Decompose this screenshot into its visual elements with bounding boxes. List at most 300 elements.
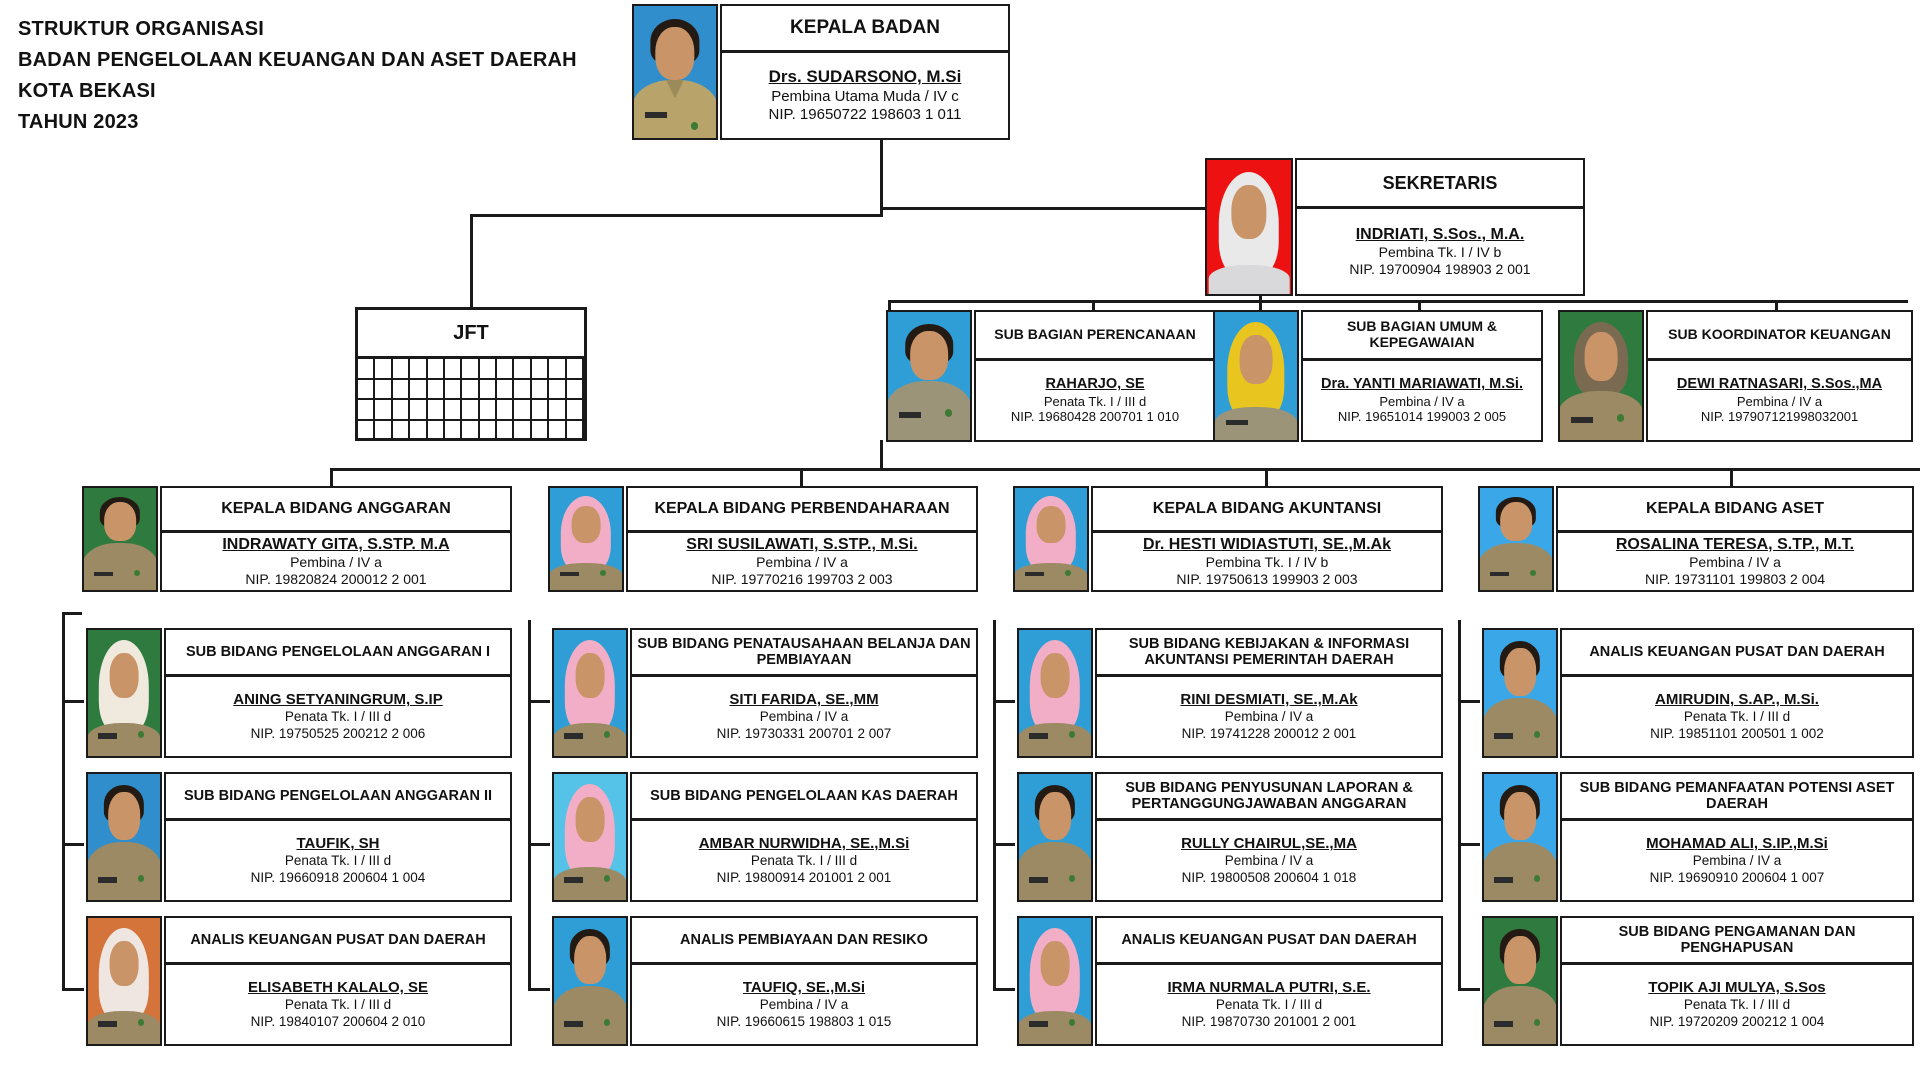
card-sub-bidang-penyusunan-laporan-and-pertanggungjawaban-anggara-c3[interactable] [1017, 772, 1443, 902]
face-shape [1500, 502, 1532, 541]
person-rank: Pembina / IV a [290, 554, 382, 571]
person-rank: Pembina / IV a [1224, 709, 1314, 725]
textbox-sub-bagian-perencanaan [974, 310, 1216, 442]
face-shape [1504, 648, 1536, 696]
jft-cell [532, 400, 549, 421]
connector-col3-spine [993, 620, 996, 990]
photo [86, 628, 162, 758]
position-label: ANALIS PEMBIAYAAN DAN RESIKO [632, 918, 976, 965]
person-nip: NIP. 19800508 200604 1 018 [1181, 869, 1357, 885]
textbox [1095, 628, 1443, 758]
face-shape [110, 653, 139, 698]
person-name: RULLY CHAIRUL,SE.,MA [1181, 835, 1357, 853]
position-label: KEPALA BIDANG ASET [1558, 488, 1912, 533]
person-nip: NIP. 19840107 200604 2 010 [250, 1013, 426, 1029]
face-shape [910, 331, 948, 380]
jft-cell [497, 359, 514, 380]
uniform-shape [1479, 543, 1554, 590]
connector-col4-tick-1 [1458, 700, 1480, 703]
uniform-shape [83, 543, 158, 590]
jft-cell [497, 421, 514, 442]
jft-cell [514, 400, 531, 421]
card-sub-bidang-pemanfaatan-potensi-aset-daerah-c4[interactable] [1482, 772, 1914, 902]
nametag-shape [899, 412, 920, 418]
person-nip: NIP. 19870730 201001 2 001 [1181, 1013, 1357, 1029]
title-line-4: TAHUN 2023 [18, 111, 139, 133]
nametag-shape [645, 112, 666, 118]
person-rank: Penata Tk. I / III d [1215, 997, 1323, 1013]
jft-cell [358, 359, 375, 380]
uniform-shape [87, 842, 162, 900]
face-shape [1037, 506, 1066, 543]
textbox [630, 916, 978, 1046]
person-details [1562, 965, 1912, 1044]
person-name: MOHAMAD ALI, S.IP.,M.Si [1646, 835, 1828, 853]
position-label: SEKRETARIS [1297, 160, 1583, 209]
person-nip: NIP. 19770216 199703 2 003 [711, 571, 893, 588]
person-name: SITI FARIDA, SE.,MM [729, 691, 879, 709]
photo-sekretaris [1205, 158, 1293, 296]
card-sub-bagian-umum-kepegawaian[interactable] [1213, 310, 1543, 442]
textbox [164, 916, 512, 1046]
card-sub-bidang-pengelolaan-anggaran-ii-c1[interactable] [86, 772, 512, 902]
jft-cell [428, 359, 445, 380]
nametag-shape [564, 733, 583, 739]
photo [1017, 772, 1093, 902]
connector-col2-tick-3 [528, 988, 550, 991]
nametag-shape [98, 877, 117, 883]
uniform-shape [553, 986, 628, 1044]
jft-cell [410, 421, 427, 442]
title-line-2: BADAN PENGELOLAAN KEUANGAN DAN ASET DAERAH [18, 49, 577, 71]
face-shape [1504, 792, 1536, 840]
card-analis-pembiayaan-dan-resiko-c2[interactable] [552, 916, 978, 1046]
person-name: INDRAWATY GITA, S.STP. M.A [222, 536, 450, 554]
card-sub-bidang-penatausahaan-belanja-dan-pembiayaan-c2[interactable] [552, 628, 978, 758]
connector-col3-tick-2 [993, 843, 1015, 846]
textbox [1095, 772, 1443, 902]
card-sub-bidang-pengamanan-dan-penghapusan-c4[interactable] [1482, 916, 1914, 1046]
connector-col1-tick-3 [62, 988, 84, 991]
position-label: SUB BIDANG PENGELOLAAN ANGGARAN I [166, 630, 510, 677]
face-shape [655, 27, 694, 80]
card-analis-keuangan-pusat-dan-daerah-c3[interactable] [1017, 916, 1443, 1046]
jft-cell [410, 380, 427, 401]
connector-sekretariat-bus [888, 300, 1908, 303]
photo [1478, 486, 1554, 592]
jft-cell [549, 359, 566, 380]
person-nip: NIP. 19731101 199803 2 004 [1644, 571, 1826, 588]
person-name: ELISABETH KALALO, SE [247, 979, 428, 997]
card-sub-koordinator-keuangan[interactable] [1558, 310, 1913, 442]
uniform-shape [87, 723, 160, 756]
nametag-shape [1490, 572, 1509, 577]
face-shape [1240, 335, 1273, 384]
nametag-shape [1226, 420, 1247, 426]
person-details [628, 533, 976, 590]
face-shape [576, 797, 605, 842]
position-label: ANALIS KEUANGAN PUSAT DAN DAERAH [166, 918, 510, 965]
person-nip: NIP. 197907121998032001 [1700, 409, 1859, 425]
card-analis-keuangan-pusat-dan-daerah-c4[interactable] [1482, 628, 1914, 758]
person-details [162, 533, 510, 590]
photo [1482, 772, 1558, 902]
connector-main-bus-stem [880, 440, 883, 470]
uniform-shape [1018, 1011, 1091, 1044]
photo [548, 486, 624, 592]
connector-jft-horizontal [470, 214, 883, 217]
jft-cell [445, 380, 462, 401]
nametag-shape [1029, 733, 1048, 739]
jft-cell [445, 421, 462, 442]
connector-col1-tick-2 [62, 843, 84, 846]
person-details [166, 677, 510, 756]
jft-cell [567, 421, 584, 442]
textbox [1556, 486, 1914, 592]
nametag-shape [1029, 1021, 1048, 1027]
emblem-shape [1065, 570, 1071, 576]
card-kepala-bidang-perbendaharaan[interactable] [548, 486, 978, 592]
jft-cell [445, 400, 462, 421]
jft-cell [445, 359, 462, 380]
connector-col2-spine [528, 620, 531, 990]
connector-col4-spine [1458, 620, 1461, 990]
photo [1482, 916, 1558, 1046]
title-line-1: STRUKTUR ORGANISASI [18, 18, 265, 40]
uniform-shape [1558, 391, 1643, 440]
connector-kepala-trunk [880, 138, 883, 210]
card-sub-bidang-pengelolaan-kas-daerah-c2[interactable] [552, 772, 978, 902]
jft-cell [497, 380, 514, 401]
person-nip: NIP. 19730331 200701 2 007 [716, 725, 892, 741]
person-details [632, 677, 976, 756]
textbox [1091, 486, 1443, 592]
person-name: TOPIK AJI MULYA, S.Sos [1648, 979, 1826, 997]
connector-col4-tick-3 [1458, 988, 1480, 991]
jft-cell [567, 359, 584, 380]
position-label: SUB BIDANG KEBIJAKAN & INFORMASI AKUNTANSI PEMERINTAH DAERAH [1097, 630, 1441, 677]
photo [1017, 628, 1093, 758]
nametag-shape [1494, 877, 1513, 883]
person-name: RINI DESMIATI, SE.,M.Ak [1180, 691, 1358, 709]
emblem-shape [134, 570, 140, 576]
photo-sub-koordinator-keuangan [1558, 310, 1644, 442]
jft-cell [480, 359, 497, 380]
face-shape [1041, 653, 1070, 698]
nametag-shape [560, 572, 579, 577]
person-nip: NIP. 19650722 198603 1 011 [768, 105, 962, 123]
person-nip: NIP. 19660615 198803 1 015 [716, 1013, 892, 1029]
position-label: SUB BIDANG PENATAUSAHAAN BELANJA DAN PEMBIAYAAN [632, 630, 976, 677]
jft-cell [567, 400, 584, 421]
uniform-shape [553, 867, 626, 900]
face-shape [576, 653, 605, 698]
nametag-shape [94, 572, 113, 577]
connector-col3-tick-3 [993, 988, 1015, 991]
person-name: IRMA NURMALA PUTRI, S.E. [1167, 979, 1371, 997]
person-details [166, 821, 510, 900]
face-shape [110, 941, 139, 986]
person-rank: Pembina / IV a [1224, 853, 1314, 869]
uniform-shape [87, 1011, 160, 1044]
person-details [1648, 361, 1911, 440]
uniform-shape [553, 723, 626, 756]
card-sub-bidang-kebijakan-and-informasi-akuntansi-pemerintah-daer-c3[interactable] [1017, 628, 1443, 758]
jft-cell [393, 400, 410, 421]
person-name: ANING SETYANINGRUM, S.IP [233, 691, 443, 709]
person-name: SRI SUSILAWATI, S.STP., M.Si. [686, 536, 918, 554]
person-details [722, 53, 1008, 138]
card-kepala-badan[interactable] [632, 4, 1010, 140]
jft-cell [497, 400, 514, 421]
person-details [632, 821, 976, 900]
photo [86, 916, 162, 1046]
person-details [1097, 821, 1441, 900]
person-nip: NIP. 19800914 201001 2 001 [716, 869, 892, 885]
position-label: SUB BIDANG PEMANFAATAN POTENSI ASET DAERAH [1562, 774, 1912, 821]
position-label: KEPALA BADAN [722, 6, 1008, 53]
textbox [1560, 628, 1914, 758]
person-rank: Penata Tk. I / III d [1683, 997, 1791, 1013]
person-details [1097, 677, 1441, 756]
page-title [18, 14, 577, 138]
person-name: AMIRUDIN, S.AP., M.Si. [1655, 691, 1819, 709]
person-name: Drs. SUDARSONO, M.Si [768, 67, 962, 87]
face-shape [108, 792, 140, 840]
person-nip: NIP. 19750613 199903 2 003 [1176, 571, 1358, 588]
jft-cell [514, 380, 531, 401]
person-nip: NIP. 19660918 200604 1 004 [250, 869, 426, 885]
jft-cell [480, 421, 497, 442]
person-details [1303, 361, 1541, 440]
jft-cell [358, 400, 375, 421]
nametag-shape [564, 877, 583, 883]
card-kepala-bidang-akuntansi[interactable] [1013, 486, 1443, 592]
position-label: SUB BAGIAN UMUM & KEPEGAWAIAN [1303, 312, 1541, 361]
position-label: SUB BAGIAN PERENCANAAN [976, 312, 1214, 361]
connector-jft-drop [470, 214, 473, 308]
face-shape [1504, 936, 1536, 984]
position-label: KEPALA BIDANG AKUNTANSI [1093, 488, 1441, 533]
position-label: SUB BIDANG PENGELOLAAN ANGGARAN II [166, 774, 510, 821]
textbox-sub-koordinator-keuangan [1646, 310, 1913, 442]
photo [1013, 486, 1089, 592]
person-rank: Penata Tk. I / III d [1043, 393, 1147, 409]
textbox [164, 772, 512, 902]
jft-cell [480, 400, 497, 421]
face-shape [1039, 792, 1071, 840]
nametag-shape [564, 1021, 583, 1027]
person-nip: NIP. 19851101 200501 1 002 [1650, 725, 1824, 741]
person-nip: NIP. 19700904 198903 2 001 [1349, 261, 1531, 278]
connector-bidang-bus [330, 468, 1920, 471]
uniform-shape [1483, 698, 1558, 756]
person-details [1097, 965, 1441, 1044]
uniform-shape [1483, 986, 1558, 1044]
person-name: RAHARJO, SE [1045, 376, 1145, 393]
person-nip: NIP. 19720209 200212 1 004 [1649, 1013, 1825, 1029]
jft-cell [428, 421, 445, 442]
connector-col1-spine [62, 620, 65, 990]
person-name: ROSALINA TERESA, S.TP., M.T. [1615, 536, 1855, 554]
title-line-3: KOTA BEKASI [18, 80, 156, 102]
nametag-shape [1494, 733, 1513, 739]
textbox [164, 628, 512, 758]
jft-cell [549, 380, 566, 401]
nametag-shape [1025, 572, 1044, 577]
person-rank: Penata Tk. I / III d [750, 853, 858, 869]
person-rank: Pembina / IV a [1736, 393, 1823, 409]
jft-grid [358, 359, 584, 441]
face-shape [1041, 941, 1070, 986]
photo-sub-bagian-umum-kepegawaian [1213, 310, 1299, 442]
jft-cell [462, 421, 479, 442]
person-details [166, 965, 510, 1044]
jft-cell [480, 380, 497, 401]
textbox-kepala-badan [720, 4, 1010, 140]
emblem-shape [600, 570, 606, 576]
position-label: ANALIS KEUANGAN PUSAT DAN DAERAH [1097, 918, 1441, 965]
person-details [632, 965, 976, 1044]
nametag-shape [98, 1021, 117, 1027]
person-name: TAUFIK, SH [296, 835, 380, 853]
jft-cell [410, 400, 427, 421]
textbox-sekretaris [1295, 158, 1585, 296]
photo [86, 772, 162, 902]
person-name: DEWI RATNASARI, S.Sos.,MA [1676, 376, 1883, 393]
position-label: SUB BIDANG PENGELOLAAN KAS DAERAH [632, 774, 976, 821]
textbox [630, 772, 978, 902]
emblem-shape [1617, 414, 1624, 422]
nametag-shape [1029, 877, 1048, 883]
jft-cell [549, 421, 566, 442]
jft-cell [532, 359, 549, 380]
nametag-shape [1494, 1021, 1513, 1027]
person-rank: Pembina Utama Muda / IV c [771, 87, 959, 105]
face-shape [574, 936, 606, 984]
position-label: SUB KOORDINATOR KEUANGAN [1648, 312, 1911, 361]
jft-cell [532, 380, 549, 401]
textbox [630, 628, 978, 758]
position-label: SUB BIDANG PENGAMANAN DAN PENGHAPUSAN [1562, 918, 1912, 965]
person-details [1562, 677, 1912, 756]
person-rank: Pembina / IV a [1689, 554, 1781, 571]
photo [82, 486, 158, 592]
card-analis-keuangan-pusat-dan-daerah-c1[interactable] [86, 916, 512, 1046]
emblem-shape [1530, 570, 1536, 576]
jft-cell [567, 380, 584, 401]
person-rank: Pembina / IV a [759, 709, 849, 725]
position-label: KEPALA BIDANG PERBENDAHARAAN [628, 488, 976, 533]
face-shape [572, 506, 601, 543]
person-rank: Pembina / IV a [1692, 853, 1782, 869]
emblem-shape [691, 122, 698, 130]
uniform-shape [549, 563, 622, 590]
jft-cell [532, 421, 549, 442]
person-name: TAUFIQ, SE.,M.Si [742, 979, 866, 997]
person-nip: NIP. 19820824 200012 2 001 [245, 571, 427, 588]
jft-box[interactable] [355, 307, 587, 441]
jft-cell [462, 359, 479, 380]
connector-col2-tick-1 [528, 700, 550, 703]
face-shape [1585, 332, 1618, 381]
person-details [1558, 533, 1912, 590]
jft-cell [375, 400, 392, 421]
jft-cell [358, 421, 375, 442]
photo-kepala-badan [632, 4, 718, 140]
connector-col2-tick-2 [528, 843, 550, 846]
photo [552, 772, 628, 902]
jft-cell [375, 380, 392, 401]
connector-col1-head-link [62, 612, 82, 615]
position-label: KEPALA BIDANG ANGGARAN [162, 488, 510, 533]
person-rank: Pembina / IV a [1379, 393, 1465, 409]
nametag-shape [1571, 417, 1592, 423]
uniform-shape [886, 381, 971, 440]
card-sub-bidang-pengelolaan-anggaran-i-c1[interactable] [86, 628, 512, 758]
jft-cell [514, 359, 531, 380]
position-label: SUB BIDANG PENYUSUNAN LAPORAN & PERTANGGUNGJAWABAN ANGGARAN [1097, 774, 1441, 821]
jft-cell [375, 359, 392, 380]
card-sub-bagian-perencanaan[interactable] [886, 310, 1216, 442]
card-sekretaris[interactable] [1205, 158, 1585, 296]
jft-cell [393, 380, 410, 401]
card-kepala-bidang-anggaran[interactable] [82, 486, 512, 592]
textbox [626, 486, 978, 592]
person-rank: Pembina / IV a [759, 997, 849, 1013]
textbox [1560, 916, 1914, 1046]
jft-cell [393, 421, 410, 442]
person-nip: NIP. 19741228 200012 2 001 [1181, 725, 1357, 741]
jft-cell [549, 400, 566, 421]
person-name: Dra. YANTI MARIAWATI, M.Si. [1321, 376, 1523, 393]
emblem-shape [945, 409, 952, 417]
uniform-shape [1014, 563, 1087, 590]
person-name: INDRIATI, S.Sos., M.A. [1355, 226, 1525, 244]
person-rank: Penata Tk. I / III d [284, 997, 392, 1013]
photo [552, 628, 628, 758]
person-details [1562, 821, 1912, 900]
photo [1482, 628, 1558, 758]
person-nip: NIP. 19750525 200212 2 006 [250, 725, 426, 741]
jft-cell [358, 380, 375, 401]
photo [1017, 916, 1093, 1046]
photo-sub-bagian-perencanaan [886, 310, 972, 442]
person-name: AMBAR NURWIDHA, SE.,M.Si [698, 835, 910, 853]
card-kepala-bidang-aset[interactable] [1478, 486, 1914, 592]
jft-cell [514, 421, 531, 442]
jft-cell [393, 359, 410, 380]
face-shape [104, 502, 136, 541]
textbox [1095, 916, 1443, 1046]
textbox [1560, 772, 1914, 902]
jft-cell [428, 400, 445, 421]
person-details [1297, 209, 1583, 294]
person-name: Dr. HESTI WIDIASTUTI, SE.,M.Ak [1142, 536, 1392, 554]
uniform-shape [1018, 842, 1093, 900]
person-rank: Penata Tk. I / III d [284, 853, 392, 869]
uniform-shape [1209, 265, 1290, 294]
person-nip: NIP. 19651014 199003 2 005 [1337, 409, 1507, 425]
person-rank: Pembina Tk. I / IV b [1378, 244, 1502, 261]
person-rank: Penata Tk. I / III d [1683, 709, 1791, 725]
jft-cell [428, 380, 445, 401]
photo [552, 916, 628, 1046]
person-nip: NIP. 19680428 200701 1 010 [1010, 409, 1180, 425]
connector-col3-tick-1 [993, 700, 1015, 703]
person-nip: NIP. 19690910 200604 1 007 [1649, 869, 1825, 885]
connector-col1-tick-1 [62, 700, 84, 703]
